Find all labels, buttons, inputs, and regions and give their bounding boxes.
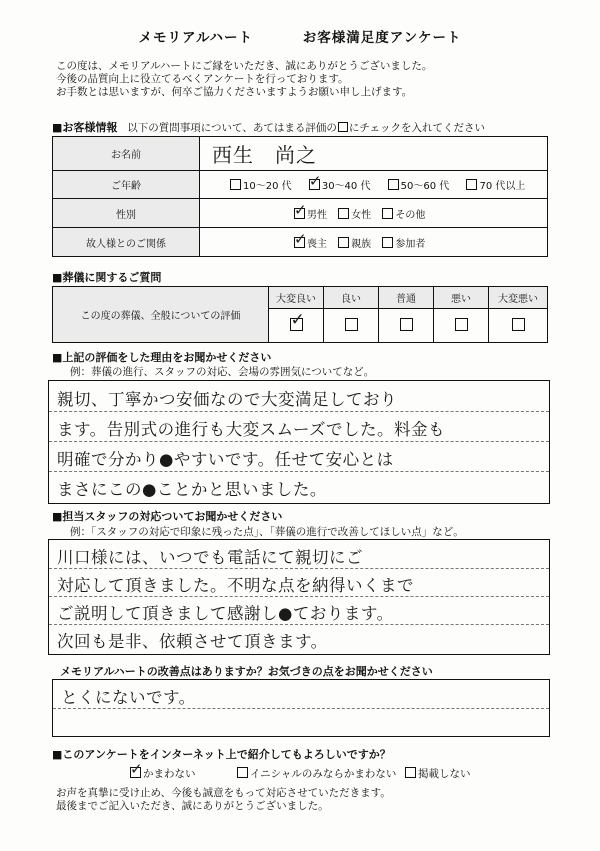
gender-option-male[interactable]: ✓ 男性 xyxy=(294,200,327,221)
rule-line xyxy=(49,568,549,569)
check-mark-icon: ✓ xyxy=(290,309,305,330)
footer-line: 最後までご記入いただき、誠にありがとうございました。 xyxy=(56,800,329,812)
reason-line: ます。告別式の進行も大変スムーズでした。料金も xyxy=(57,420,446,439)
scale-header-very-bad: 大変悪い xyxy=(489,287,548,309)
staff-answer-box[interactable] xyxy=(48,539,550,655)
rating-checkbox[interactable] xyxy=(512,318,525,331)
age-option-70-plus[interactable]: 70 代以上 xyxy=(466,181,525,192)
company-name: メモリアルハート xyxy=(138,30,254,46)
relation-option-relative[interactable]: 親族 xyxy=(338,239,371,250)
rule-line xyxy=(49,471,549,472)
checkbox[interactable] xyxy=(237,767,248,778)
rating-cell-very-bad[interactable] xyxy=(489,309,548,343)
improve-line: とくにないです。 xyxy=(61,688,196,707)
reason-line: まさにこの●ことかと思いました。 xyxy=(57,480,327,499)
rating-cell-bad[interactable] xyxy=(434,309,489,343)
age-option-30-40[interactable]: ✓ 30～40 代 xyxy=(308,172,371,192)
staff-line: 川口様には、いつでも電話にて親切にご xyxy=(57,548,363,567)
intro-text xyxy=(56,60,432,99)
scale-header-good: 良い xyxy=(324,287,379,309)
checkbox-checked[interactable] xyxy=(130,760,143,778)
age-options xyxy=(200,171,548,199)
name-field[interactable] xyxy=(200,137,548,171)
improve-heading: メモリアルハートの改善点はありますか？お気づきの点をお聞かせください xyxy=(60,665,433,678)
check-mark-icon: ✓ xyxy=(130,760,143,778)
intro-line: 今後の品質向上に役立てるべくアンケートを行っております。 xyxy=(56,73,349,85)
relation-options xyxy=(200,228,548,257)
age-option-10-20[interactable]: 10～20 代 xyxy=(230,181,292,192)
checkbox-checked[interactable] xyxy=(294,229,307,248)
staff-line: ご説明して頂きまして感謝し●ております。 xyxy=(57,604,394,623)
checkbox[interactable] xyxy=(382,237,393,248)
relation-option-chief-mourner[interactable]: ✓ 喪主 xyxy=(294,229,327,250)
gender-option-female[interactable]: 女性 xyxy=(338,210,371,221)
footer-line: お声を真摯に受け止め、今後も誠意をもって対応させていただきます。 xyxy=(56,787,391,799)
rule-line xyxy=(53,708,549,709)
internet-option-no[interactable]: 掲載しない xyxy=(405,766,471,781)
checkbox[interactable] xyxy=(405,767,416,778)
reason-answer-box[interactable] xyxy=(48,380,550,504)
staff-line: 次回も是非、依頼させて頂きます。 xyxy=(57,632,328,651)
reason-line: 明確で分かり●やすいです。任せて安心とは xyxy=(57,450,394,469)
funeral-rating-table xyxy=(52,286,548,343)
funeral-question-heading: ■葬儀に関するご質問 xyxy=(52,271,162,284)
check-mark-icon: ✓ xyxy=(308,172,322,190)
rating-checkbox[interactable] xyxy=(345,318,358,331)
rule-line xyxy=(49,441,549,442)
footer-text xyxy=(56,787,391,813)
customer-info-table xyxy=(52,136,548,257)
checkbox[interactable] xyxy=(388,179,399,190)
relation-label: 故人様とのご関係 xyxy=(53,228,200,257)
age-option-50-60[interactable]: 50～60 代 xyxy=(388,181,450,192)
relation-option-attendee[interactable]: 参加者 xyxy=(382,239,425,250)
document-title xyxy=(0,26,600,46)
checkbox[interactable] xyxy=(382,208,393,219)
rating-cell-good[interactable] xyxy=(324,309,379,343)
rating-checkbox[interactable] xyxy=(400,318,413,331)
checkbox[interactable] xyxy=(338,237,349,248)
staff-heading: ■担当スタッフの対応ついてお聞かせください xyxy=(52,510,283,523)
survey-title: お客様満足度アンケート xyxy=(302,30,462,46)
internet-option-initials[interactable]: イニシャルのみならかまわない xyxy=(237,766,396,781)
rating-checkbox[interactable] xyxy=(455,318,468,331)
rule-line xyxy=(49,596,549,597)
rating-cell-normal[interactable] xyxy=(379,309,434,343)
checkbox-checked[interactable] xyxy=(294,200,307,219)
gender-option-other[interactable]: その他 xyxy=(382,210,425,221)
staff-line: 対応して頂きました。不明な点を納得いくまで xyxy=(57,576,414,595)
funeral-question: この度の葬儀、全般についての評価 xyxy=(53,287,269,343)
customer-info-heading: ■お客様情報 以下の質問事項について、あてはまる評価の にチェックを入れてください xyxy=(52,121,486,134)
checkbox-symbol-icon xyxy=(338,122,348,132)
gender-options xyxy=(200,199,548,228)
checkbox-checked[interactable] xyxy=(308,172,322,190)
checkbox[interactable] xyxy=(338,208,349,219)
check-mark-icon: ✓ xyxy=(294,229,307,248)
scale-header-normal: 普通 xyxy=(379,287,434,309)
scale-header-very-good: 大変良い xyxy=(269,287,324,309)
gender-label: 性別 xyxy=(53,199,200,228)
check-mark-icon: ✓ xyxy=(294,200,307,219)
internet-option-ok[interactable]: ✓ かまわない xyxy=(130,760,196,780)
intro-line: お手数とは思いますが、何卒ご協力くださいますようお願い申し上げます。 xyxy=(56,86,413,98)
name-value: 西生 尚之 xyxy=(212,143,317,167)
rating-checkbox-checked[interactable] xyxy=(290,309,305,331)
checkbox[interactable] xyxy=(230,179,241,190)
reason-line: 親切、丁寧かつ安価なので大変満足しており xyxy=(57,390,397,409)
rating-cell-very-good[interactable] xyxy=(269,309,324,343)
improve-answer-box[interactable] xyxy=(52,679,550,737)
customer-info-instruction: 以下の質問事項について、あてはまる評価の にチェックを入れてください xyxy=(127,122,486,134)
scale-header-bad: 悪い xyxy=(434,287,489,309)
rule-line xyxy=(49,624,549,625)
internet-heading: ■このアンケートをインターネット上で紹介してもよろしいですか？ xyxy=(52,748,391,761)
reason-heading: ■上記の評価をした理由をお聞かせください xyxy=(52,351,272,364)
age-label: ご年齢 xyxy=(53,171,200,199)
name-label: お名前 xyxy=(53,137,200,171)
reason-example: 例：葬儀の進行、スタッフの対応、会場の雰囲気についてなど。 xyxy=(70,366,375,378)
checkbox[interactable] xyxy=(466,179,477,190)
rule-line xyxy=(49,411,549,412)
staff-example: 例：「スタッフの対応で印象に残った点」、「葬儀の進行で改善してほしい点」など。 xyxy=(70,526,464,538)
intro-line: この度は、メモリアルハートにご縁をいただき、誠にありがとうございました。 xyxy=(56,60,433,72)
